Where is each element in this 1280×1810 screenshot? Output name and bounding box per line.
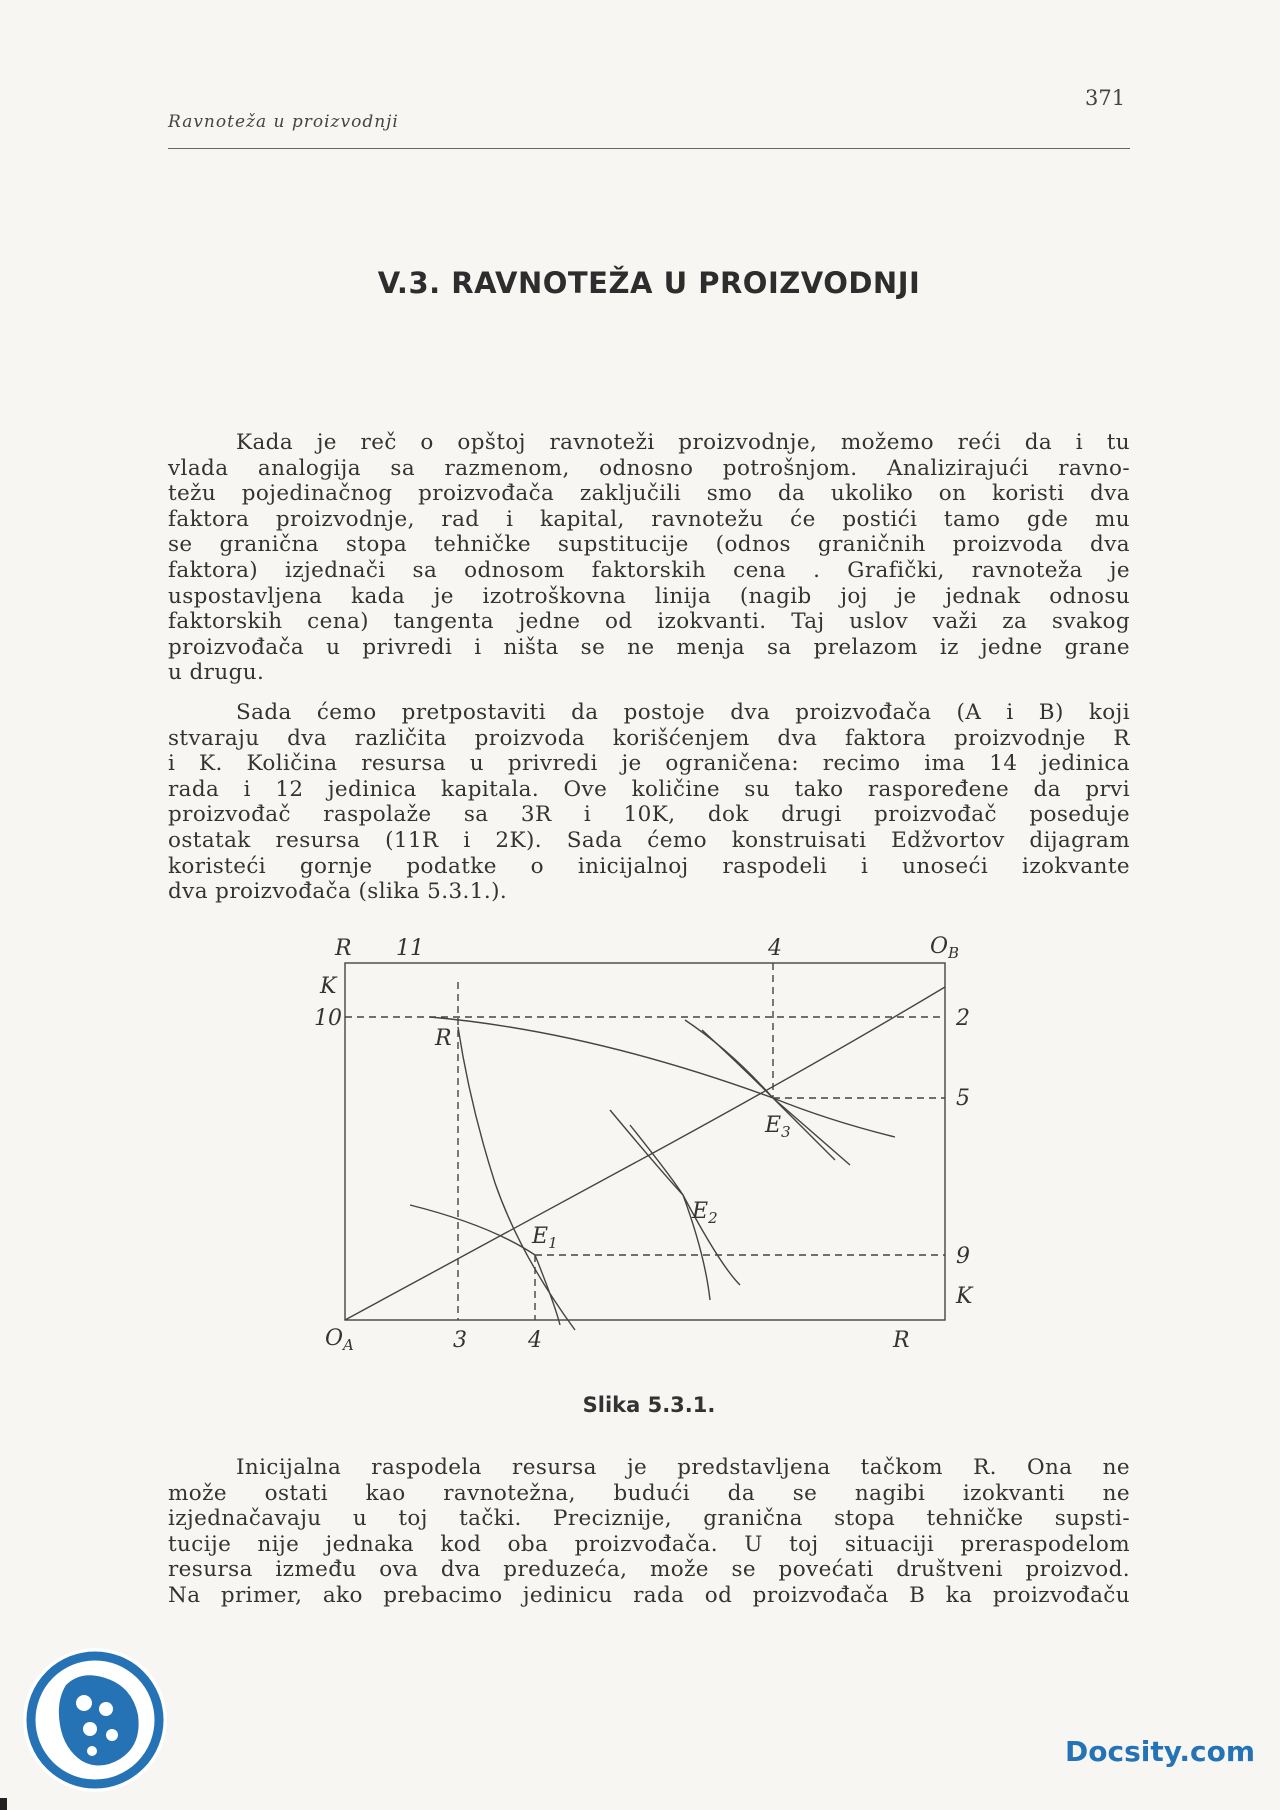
figure-caption: Slika 5.3.1. bbox=[582, 1393, 716, 1417]
text-line: vlada analogija sa razmenom, odnosno potrošnjom. Analizirajući ravno- bbox=[168, 455, 1130, 481]
docsity-logo-icon[interactable] bbox=[20, 1645, 170, 1795]
label-origin-B: $O_B$ bbox=[930, 934, 960, 962]
text-line: koristeći gornje podatke o inicijalnoj raspodeli i unoseći izokvante bbox=[168, 853, 1130, 879]
label-top-4: 4 bbox=[768, 936, 782, 961]
text-line: izjednačavaju u toj tački. Preciznije, granična stopa tehničke supsti- bbox=[168, 1506, 1130, 1532]
text-line: tucije nije jednaka kod oba proizvođača. U toj situaciji preraspodelom bbox=[168, 1531, 1130, 1557]
label-E3: $E_3$ bbox=[765, 1113, 791, 1141]
text-line: faktora) izjednači sa odnosom faktorskih cena . Grafički, ravnoteža je bbox=[168, 557, 1130, 583]
page-number: 371 bbox=[1085, 86, 1126, 110]
text-line: ostatak resursa (11R i 2K). Sada ćemo konstruisati Edžvortov dijagram bbox=[168, 827, 1130, 853]
label-right-5: 5 bbox=[956, 1086, 970, 1111]
paragraph-general-equilibrium bbox=[168, 430, 1130, 686]
header-divider bbox=[168, 148, 1130, 149]
label-top-11: 11 bbox=[396, 936, 424, 961]
label-right-9: 9 bbox=[956, 1244, 970, 1269]
isoquant-E3-A bbox=[685, 1020, 835, 1160]
label-right-K: K bbox=[956, 1284, 973, 1309]
paragraph-initial-allocation bbox=[168, 1455, 1130, 1609]
label-left-10: 10 bbox=[314, 1006, 342, 1031]
docsity-brand-link[interactable]: Docsity.com bbox=[1065, 1735, 1256, 1768]
text-line: dva proizvođača (slika 5.3.1.). bbox=[168, 879, 508, 905]
text-line: i K. Količina resursa u privredi je ograničena: recimo ima 14 jedinica bbox=[168, 751, 1130, 777]
text-line: Na primer, ako prebacimo jedinicu rada od proizvođača B ka proizvođaču bbox=[168, 1582, 1130, 1608]
text-line: uspostavljena kada je izotroškovna linija (nagib joj je jednak odnosu bbox=[168, 583, 1130, 609]
text-line: resursa između ova dva preduzeća, može se povećati društveni proizvod. bbox=[168, 1557, 1130, 1583]
scan-corner-mark bbox=[0, 1798, 7, 1810]
text-line: faktorskih cena) tangenta jedne od izokvanti. Taj uslov važi za svakog bbox=[168, 609, 1130, 635]
isoquant-E1 bbox=[410, 1205, 560, 1325]
label-bottom-4: 4 bbox=[528, 1328, 542, 1353]
paragraph-two-producers bbox=[168, 700, 1130, 905]
label-left-K: K bbox=[320, 974, 337, 999]
label-origin-A: $O_A$ bbox=[325, 1326, 354, 1354]
text-line: stvaraju dva različita proizvoda korišćenjem dva faktora proizvodnje R bbox=[168, 725, 1130, 751]
text-line: proizvođač raspolaže sa 3R i 10K, dok drugi proizvođač poseduje bbox=[168, 802, 1130, 828]
text-line: težu pojedinačnog proizvođača zaključili smo da ukoliko on koristi dva bbox=[168, 481, 1130, 507]
label-E2: $E_2$ bbox=[692, 1199, 718, 1227]
label-bottom-3: 3 bbox=[453, 1328, 467, 1353]
text-line: može ostati kao ravnotežna, budući da se nagibi izokvanti ne bbox=[168, 1480, 1130, 1506]
label-top-R: R bbox=[335, 936, 352, 961]
isoquant-B-through-R bbox=[430, 1017, 895, 1137]
text-line: u drugu. bbox=[168, 660, 265, 686]
text-line: Kada je reč o opštoj ravnoteži proizvodnje, možemo reći da i tu bbox=[236, 430, 1130, 455]
edgeworth-box-diagram bbox=[290, 925, 990, 1370]
isoquant-A-through-R bbox=[458, 1027, 575, 1330]
text-line: Sada ćemo pretpostaviti da postoje dva proizvođača (A i B) koji bbox=[236, 700, 1130, 725]
text-line: proizvođača u privredi i ništa se ne menja sa prelazom iz jedne grane bbox=[168, 634, 1130, 660]
label-E1: $E_1$ bbox=[532, 1224, 558, 1252]
isoquant-E2-B bbox=[630, 1125, 740, 1285]
running-title: Ravnoteža u proizvodnji bbox=[168, 112, 399, 132]
text-line: se granična stopa tehničke supstitucije (odnos graničnih proizvoda dva bbox=[168, 532, 1130, 558]
label-bottom-R: R bbox=[893, 1328, 910, 1353]
chapter-title: V.3. RAVNOTEŽA U PROIZVODNJI bbox=[377, 266, 921, 300]
text-line: Inicijalna raspodela resursa je predstavljena tačkom R. Ona ne bbox=[236, 1455, 1130, 1480]
text-line: rada i 12 jedinica kapitala. Ove količine su tako raspoređene da prvi bbox=[168, 776, 1130, 802]
label-right-2: 2 bbox=[956, 1006, 970, 1031]
text-line: faktora proizvodnje, rad i kapital, ravnotežu će postići tamo gde mu bbox=[168, 506, 1130, 532]
label-point-R: R bbox=[435, 1026, 452, 1051]
